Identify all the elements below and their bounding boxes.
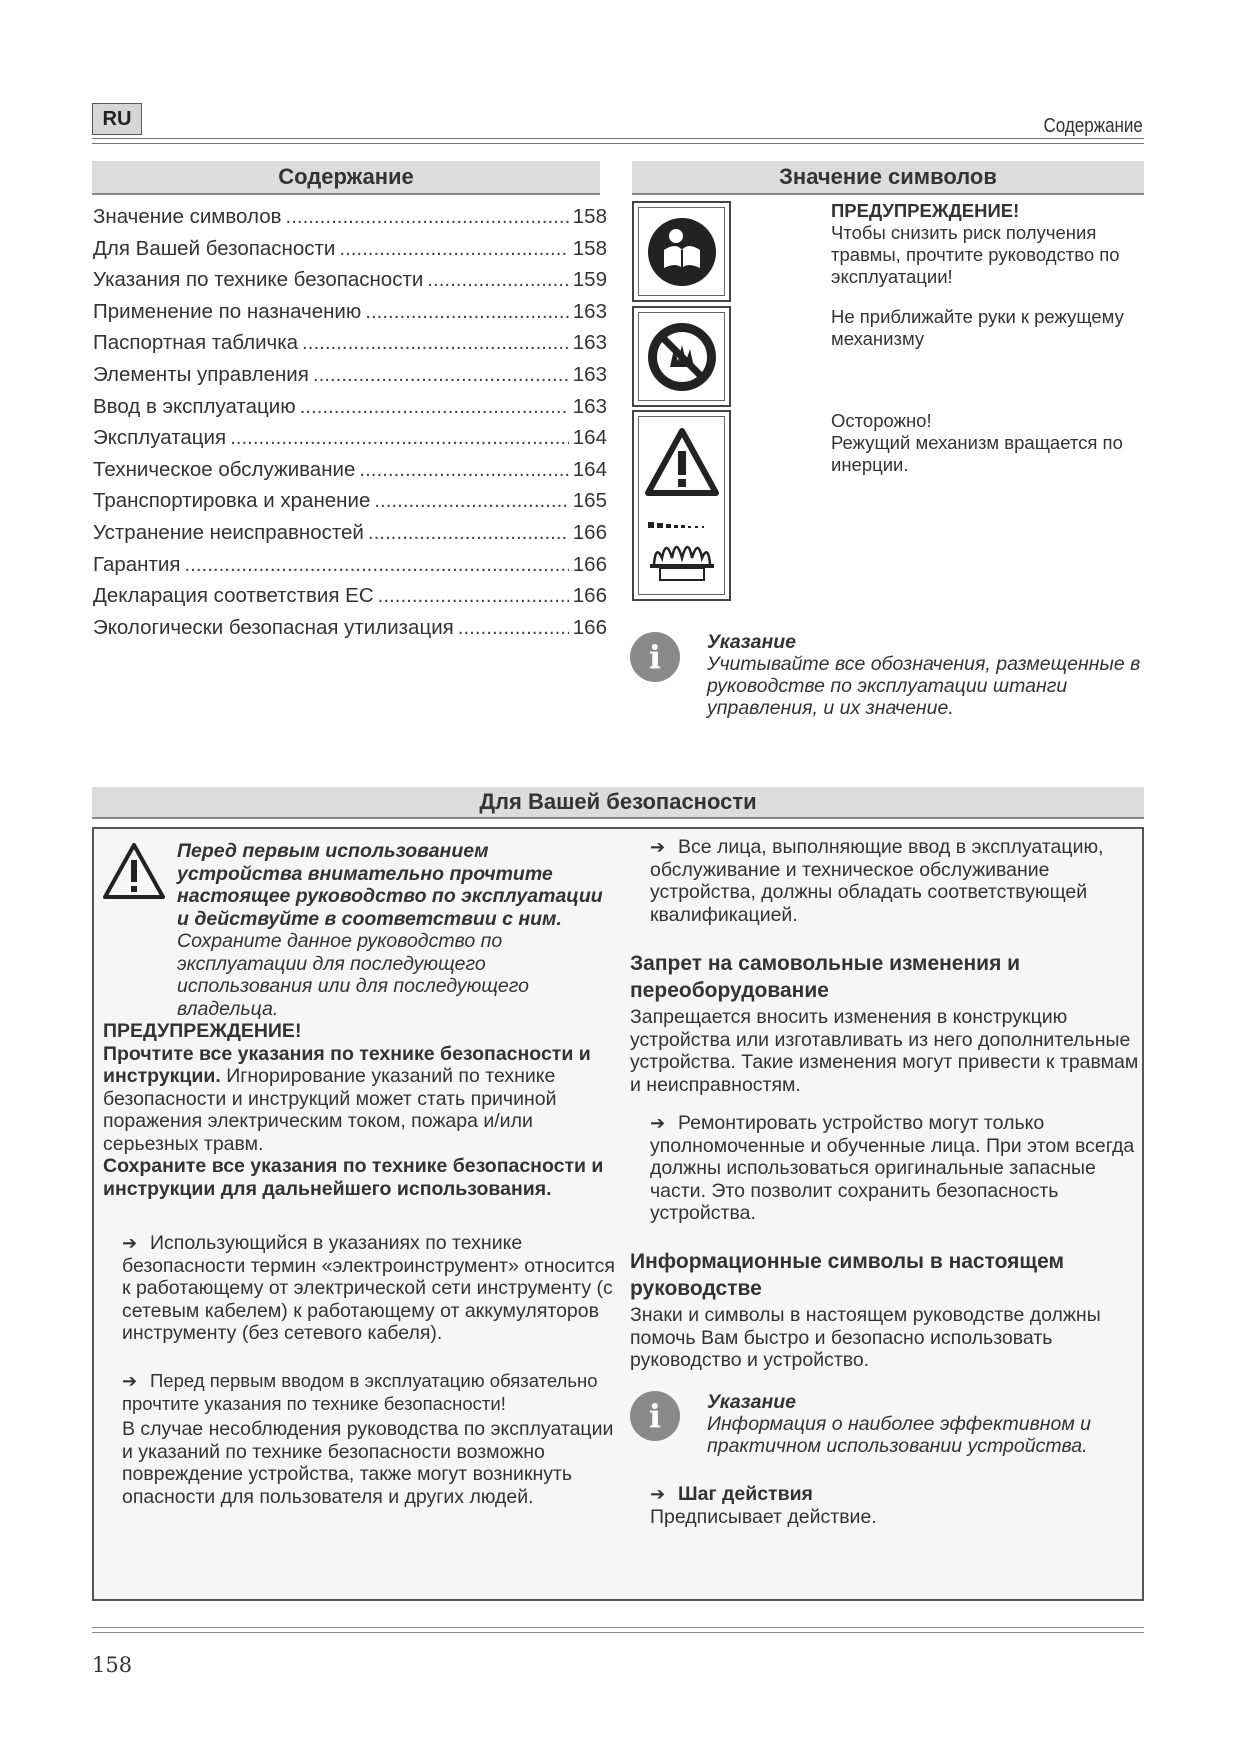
arrow-icon: ➔ [650,1484,666,1504]
symbols-heading: Значение символов [632,161,1144,195]
toc-leader [339,237,568,261]
symbols-note [707,631,1147,719]
safety-save-instructions: Сохраните все указания по технике безопасности и инструкции для дальнейшего использования. [103,1155,604,1200]
toc-entry-title: Паспортная табличка [93,331,299,355]
toc-entry-title: Устранение неисправностей [93,520,364,544]
safety-note-title: Указание [707,1391,797,1413]
read-manual-symbol [632,201,731,302]
toc-entry-title: Техническое обслуживание [93,457,356,481]
symbols-note-title: Указание [707,631,797,653]
toc-entry-page: 166 [572,520,607,544]
toc-entry[interactable] [93,363,607,395]
repair-bullet [650,1112,1138,1225]
safety-intro [177,840,617,1020]
toc-entry[interactable] [93,237,607,269]
toc-entry-page: 166 [572,615,607,639]
safety-note [707,1391,1142,1457]
rotating-blade-symbol [632,410,731,601]
safety-bullet-terms [122,1232,622,1345]
toc-entry-title: Элементы управления [93,362,309,386]
toc-entry[interactable] [93,331,607,363]
language-badge: RU [92,103,142,135]
toc-leader [359,458,568,482]
warning-triangle-icon [102,842,166,900]
toc-entry[interactable] [93,205,607,237]
toc-entry[interactable] [93,268,607,300]
toc-leader [365,300,569,324]
toc-entry-page: 164 [572,457,607,481]
safety-note-text: Информация о наиболее эффективном и практичном использовании устройства. [707,1413,1092,1457]
toc-entry-title: Гарантия [93,552,181,576]
toc-leader [458,616,569,640]
toc-entry-title: Эксплуатация [93,426,227,450]
toc-leader [302,331,569,355]
info-symbols-text: Знаки и символы в настоящем руководстве должны помочь Вам быстро и безопасно использовать руководство и устройство. [630,1304,1101,1371]
symbol-caution-text [831,410,1151,476]
action-step-text: Предписывает действие. [650,1505,877,1528]
toc-entry-page: 163 [572,331,607,355]
toc-entry-page: 166 [572,584,607,608]
info-symbols-heading: Информационные символы в настоящем руководстве [630,1250,1065,1300]
toc-leader [230,426,569,450]
toc-entry-page: 163 [572,299,607,323]
safety-warning-bold: Прочтите все указания по технике безопасности и инструкции. [103,1042,591,1087]
hand-prohibited-icon [646,321,718,393]
symbols-note-text: Учитывайте все обозначения, размещенные в руководстве по эксплуатации штанги управления, и их значение. [707,653,1141,719]
toc-entry-title: Для Вашей безопасности [93,236,336,260]
warning-triangle-icon [644,427,720,499]
toc-entry-title: Ввод в эксплуатацию [93,394,296,418]
toc-entry-page: 166 [572,552,607,576]
toc-entry[interactable] [93,426,607,458]
header-divider [92,138,1144,144]
toc-entry-page: 163 [572,362,607,386]
safety-warning-rest: Игнорирование указаний по технике безопасности и инструкций может стать причиной поражения электрическим током, пожара и/или серьезных травм. [103,1065,557,1155]
toc-entry[interactable] [93,395,607,427]
toc-entry-title: Указания по технике безопасности [93,268,424,292]
modification-heading: Запрет на самовольные изменения и переоборудование [630,952,1021,1002]
table-of-contents [93,205,607,647]
toc-leader [378,584,569,608]
symbol-warning-description: Чтобы снизить риск получения травмы, прочтите руководство по эксплуатации! [831,222,1120,287]
toc-entry[interactable] [93,300,607,332]
toc-entry[interactable] [93,521,607,553]
safety-bullet-read-text: Перед первым вводом в эксплуатацию обязательно прочтите указания по технике безопасности! [122,1370,598,1414]
modification-text: Запрещается вносить изменения в конструкцию устройства или изготавливать из него дополнительные устройства. Такие изменения могут привести к травмам и неисправностям. [630,1006,1139,1096]
toc-entry[interactable] [93,458,607,490]
read-manual-icon [646,216,718,288]
symbol-warning-text [831,200,1151,288]
toc-entry[interactable] [93,584,607,616]
toc-entry-page: 164 [572,426,607,450]
toc-entry-title: Экологически безопасная утилизация [93,615,454,639]
toc-entry-title: Значение символов [93,205,282,228]
toc-entry-title: Транспортировка и хранение [93,489,371,513]
repair-bullet-text: Ремонтировать устройство могут только уполномоченные и обученные лица. При этом всегда должны использоваться оригинальные запасные части. Это позволит сохранить безопасность устройства. [650,1112,1135,1224]
toc-entry-title: Применение по назначению [93,299,362,323]
toc-leader [374,489,568,513]
safety-bullet-qualified [650,836,1136,926]
toc-leader [368,521,569,545]
toc-entry-page: 163 [572,394,607,418]
symbol-caution-label: Осторожно! [831,410,932,431]
safety-bullet-terms-text: Использующийся в указаниях по технике безопасности термин «электроинструмент» относится к работающему от электрической сети инструменту (с сетевым кабелем) к работающему от аккумуляторов инструменту (без сетевого кабеля). [122,1232,615,1344]
toc-leader [313,363,569,387]
arrow-icon: ➔ [122,1371,138,1391]
safety-warning [103,1020,619,1200]
info-icon: i [630,632,680,682]
toc-entry-page: 165 [572,489,607,513]
symbol-warning-label: ПРЕДУПРЕЖДЕНИЕ! [831,200,1020,221]
safety-warning-label: ПРЕДУПРЕЖДЕНИЕ! [103,1020,302,1042]
toc-leader [184,553,568,577]
toc-leader [300,395,569,419]
safety-bullet-qualified-text: Все лица, выполняющие ввод в эксплуатацию, обслуживание и техническое обслуживание устройства, должны обладать соответствующей квалификацией. [650,836,1104,926]
toc-entry-page: 158 [572,205,607,228]
running-header: Содержание [1043,115,1143,137]
toc-entry[interactable] [93,616,607,648]
cutter-inertia-icon [644,520,720,584]
toc-entry-page: 158 [572,236,607,260]
safety-heading: Для Вашей безопасности [92,787,1144,819]
arrow-icon: ➔ [650,837,666,857]
safety-intro-bold: Перед первым использованием устройства внимательно прочтите настоящее руководство по эксплуатации и действуйте в соответствии с ним. [177,840,603,930]
arrow-icon: ➔ [650,1113,666,1133]
toc-heading: Содержание [92,161,600,195]
toc-entry[interactable] [93,489,607,521]
toc-entry-title: Декларация соответствия ЕС [93,584,374,608]
toc-entry[interactable] [93,553,607,585]
safety-bullet-read-continued: В случае несоблюдения руководства по эксплуатации и указаний по технике безопасности возможно повреждение устройства, также могут возникнуть опасности для пользователя и других людей. [122,1418,614,1508]
toc-entry-page: 159 [572,268,607,292]
page-number: 158 [92,1653,133,1677]
action-step [650,1483,1130,1528]
toc-leader [286,205,569,229]
keep-hands-away-symbol [632,306,731,407]
symbol-caution-description: Режущий механизм вращается по инерции. [831,432,1123,475]
footer-divider [92,1627,1144,1633]
safety-bullet-read [122,1370,652,1415]
symbol-hands-text: Не приближайте руки к режущему механизму [831,306,1124,349]
info-icon: i [630,1391,680,1441]
safety-intro-rest: Сохраните данное руководство по эксплуатации для последующего использования или для последующего владельца. [177,930,530,1020]
toc-leader [427,268,568,292]
action-step-label: Шаг действия [678,1483,813,1505]
arrow-icon: ➔ [122,1233,138,1253]
